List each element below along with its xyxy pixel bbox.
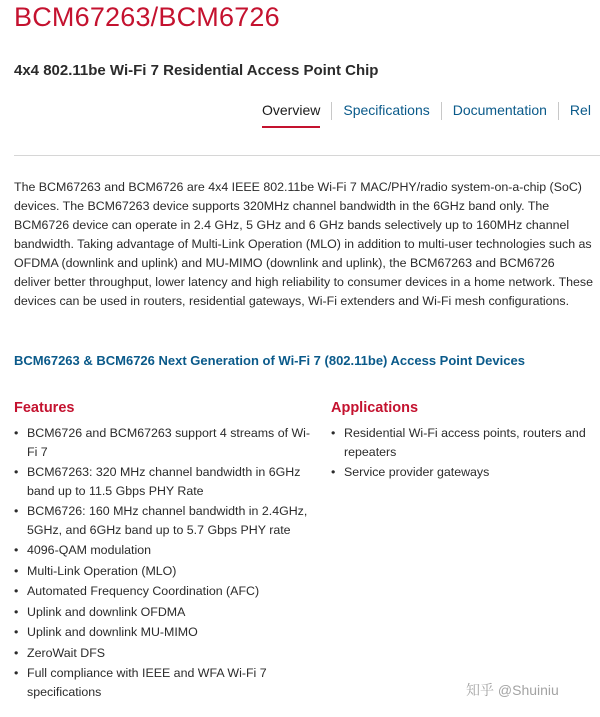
applications-heading: Applications: [331, 400, 419, 416]
list-item: • Multi-Link Operation (MLO): [14, 562, 312, 581]
list-item: • BCM67263: 320 MHz channel bandwidth in 6GHz band up to 11.5 Gbps PHY Rate: [14, 463, 312, 500]
list-item: • Service provider gateways: [331, 463, 597, 482]
watermark: 知乎 @Shuiniu: [466, 682, 559, 698]
list-item: • Automated Frequency Coordination (AFC): [14, 582, 312, 601]
features-heading: Features: [14, 400, 75, 416]
list-item: • ZeroWait DFS: [14, 644, 312, 663]
divider: [14, 155, 600, 156]
features-list: [14, 424, 312, 703]
tab-separator: [558, 102, 559, 120]
list-item: • BCM6726: 160 MHz channel bandwidth in 2.4GHz, 5GHz, and 6GHz band up to 5.7 Gbps PHY rate: [14, 502, 312, 539]
product-description: The BCM67263 and BCM6726 are 4x4 IEEE 802.11be Wi-Fi 7 MAC/PHY/radio system-on-a-chip (SoC) devices. The BCM67263 device supports 320MHz channel bandwidth in the 6GHz band only. The BCM6726 device can operate in 2.4 GHz, 5 GHz and 6 GHz bands selectively up to 160MHz channel bandwidth. Taking advantage of Multi-Link Operation (MLO) in addition to multi-user technologies such as OFDMA (downlink and uplink) and MU-MIMO (downlink and uplink), the BCM67263 and BCM6726 deliver better throughput, lower latency and high reliability to consumer devices in a home network. These devices can be used in routers, residential gateways, Wi-Fi extenders and Wi-Fi mesh configurations.: [14, 180, 594, 308]
list-item: • BCM6726 and BCM67263 support 4 streams of Wi-Fi 7: [14, 424, 312, 461]
tab-separator: [331, 102, 332, 120]
tab-overview[interactable]: Overview: [262, 100, 320, 128]
tab-documentation[interactable]: Documentation: [452, 102, 547, 118]
tab-related[interactable]: Rel: [569, 102, 591, 118]
next-gen-devices-link[interactable]: BCM67263 & BCM6726 Next Generation of Wi-Fi 7 (802.11be) Access Point Devices: [14, 353, 525, 368]
applications-list: [331, 424, 597, 484]
list-item: • Residential Wi-Fi access points, routers and repeaters: [331, 424, 597, 461]
tab-bar: [262, 100, 600, 128]
list-item: • Uplink and downlink OFDMA: [14, 603, 312, 622]
tab-specifications[interactable]: Specifications: [343, 102, 430, 118]
list-item: • Uplink and downlink MU-MIMO: [14, 623, 312, 642]
page-title: BCM67263/BCM6726: [14, 2, 280, 32]
list-item: • 4096-QAM modulation: [14, 541, 312, 560]
page-subtitle: 4x4 802.11be Wi-Fi 7 Residential Access Point Chip: [14, 62, 379, 79]
tab-separator: [441, 102, 442, 120]
list-item: • Full compliance with IEEE and WFA Wi-Fi 7 specifications: [14, 664, 312, 701]
